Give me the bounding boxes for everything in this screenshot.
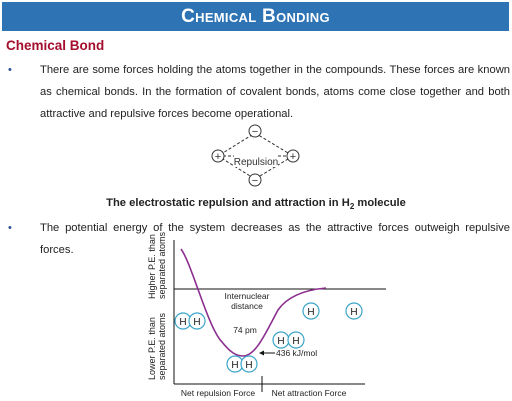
bond-length-label: 74 pm bbox=[233, 325, 257, 335]
y-label-lower-1: Lower P.E. than bbox=[147, 317, 157, 380]
section-heading: Chemical Bond bbox=[6, 38, 105, 53]
h-atom-label: H bbox=[193, 317, 201, 328]
bullet-icon: • bbox=[8, 222, 12, 234]
page-title-text: Chemical Bonding bbox=[181, 6, 330, 27]
minus-sign-top: − bbox=[251, 126, 259, 138]
energy-label: 436 kJ/mol bbox=[276, 348, 318, 358]
h-atom-label: H bbox=[307, 307, 315, 318]
h-atom-label: H bbox=[179, 317, 187, 328]
caption-tail: molecule bbox=[354, 197, 406, 209]
repulsion-label: Repulsion bbox=[233, 157, 279, 168]
caption-subscript: 2 bbox=[349, 202, 355, 212]
bullet-paragraph-1: There are some forces holding the atoms together in the compounds. These forces are known as chemical bonds. In the formation of covalent bonds, atoms come close together and both attractive and repulsive forces become operational. bbox=[40, 64, 510, 120]
caption-text: The electrostatic repulsion and attraction in H bbox=[106, 197, 350, 209]
h-atom-label: H bbox=[231, 360, 239, 371]
h-atom-label: H bbox=[292, 336, 300, 347]
y-label-lower-2: separated atoms bbox=[157, 312, 167, 380]
energy-arrowhead bbox=[259, 351, 264, 356]
minus-sign-bottom: − bbox=[251, 175, 259, 187]
x-label-right: Net attraction Force bbox=[271, 388, 347, 398]
x-label-left: Net repulsion Force bbox=[180, 388, 256, 398]
h-atom-label: H bbox=[245, 360, 253, 371]
plus-sign-left: + bbox=[214, 151, 222, 163]
h-atom-label: H bbox=[277, 336, 285, 347]
bullet-icon: • bbox=[8, 64, 12, 76]
bullet-paragraph-2: The potential energy of the system decreases as the attractive forces outweigh repulsive forces. bbox=[40, 222, 510, 256]
internuclear-label-2: distance bbox=[231, 301, 263, 311]
plus-sign-right: + bbox=[289, 151, 297, 163]
y-label-upper-1: Higher P.E. than bbox=[147, 234, 157, 299]
h-atom-label: H bbox=[350, 307, 358, 318]
internuclear-label-1: Internuclear bbox=[224, 291, 270, 301]
y-label-upper-2: separated atoms bbox=[157, 231, 167, 299]
